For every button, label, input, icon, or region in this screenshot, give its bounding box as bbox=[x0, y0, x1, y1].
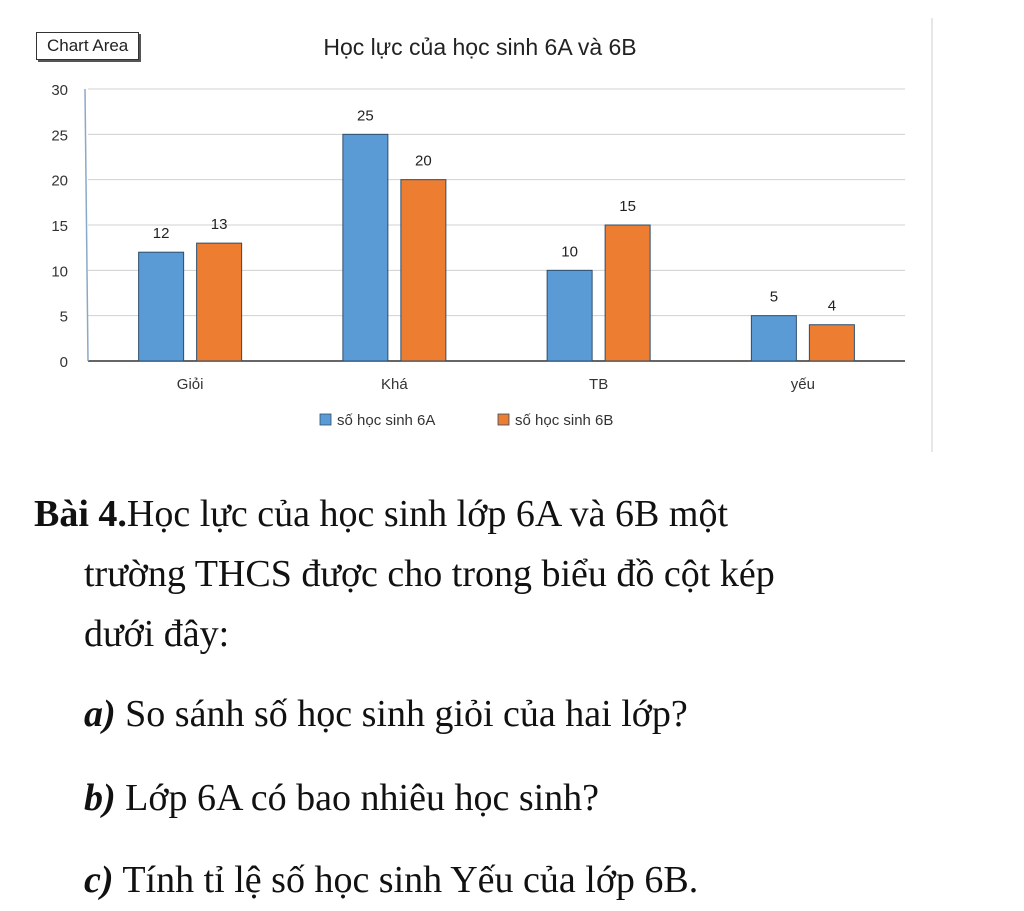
question-b bbox=[84, 776, 599, 820]
question-b-mark: b) bbox=[84, 777, 116, 819]
exercise-intro-line3: dưới đây: bbox=[84, 613, 230, 655]
question-a bbox=[84, 692, 688, 736]
data-label: 4 bbox=[827, 297, 837, 315]
question-a-text: So sánh số học sinh giỏi của hai lớp? bbox=[115, 693, 688, 735]
chart-area-tooltip: Chart Area bbox=[36, 32, 139, 60]
data-label: 13 bbox=[210, 216, 228, 234]
legend-label: số học sinh 6B bbox=[515, 412, 614, 429]
data-label: 25 bbox=[357, 107, 374, 125]
x-tick-label: TB bbox=[589, 376, 609, 393]
data-labels bbox=[153, 107, 836, 314]
bars bbox=[139, 134, 855, 361]
y-tick-label: 30 bbox=[51, 82, 68, 99]
data-label: 20 bbox=[415, 152, 432, 170]
legend-swatch bbox=[320, 414, 331, 425]
x-tick-label: yếu bbox=[790, 376, 815, 393]
legend-swatch bbox=[498, 414, 509, 425]
data-label: 10 bbox=[561, 243, 578, 261]
bar bbox=[751, 316, 796, 361]
data-label: 15 bbox=[619, 198, 636, 215]
legend-label: số học sinh 6A bbox=[337, 412, 436, 429]
y-axis-line bbox=[85, 89, 88, 361]
bar bbox=[547, 270, 592, 361]
data-label: 5 bbox=[769, 288, 779, 306]
bar bbox=[197, 243, 242, 361]
bar bbox=[605, 225, 650, 361]
y-tick-label: 20 bbox=[51, 172, 68, 190]
exercise-intro: Học lực của học sinh lớp 6A và 6B một bbox=[126, 493, 729, 535]
y-tick-label: 0 bbox=[59, 354, 68, 371]
exercise-intro-line1 bbox=[34, 492, 728, 536]
x-tick-label: Giỏi bbox=[176, 376, 204, 393]
bar bbox=[139, 252, 184, 361]
bar bbox=[343, 134, 388, 361]
bar bbox=[809, 325, 854, 361]
y-tick-label: 5 bbox=[59, 308, 68, 326]
data-label: 12 bbox=[152, 225, 170, 243]
legend bbox=[320, 412, 613, 429]
question-a-mark: a) bbox=[84, 693, 116, 735]
question-c-text: Tính tỉ lệ số học sinh Yếu của lớp 6B. bbox=[113, 859, 699, 901]
question-c bbox=[84, 858, 698, 902]
y-tick-label: 25 bbox=[51, 127, 68, 145]
y-tick-label: 15 bbox=[51, 218, 68, 235]
exercise-intro-line2: trường THCS được cho trong biểu đồ cột kép bbox=[84, 553, 775, 595]
x-tick-label: Khá bbox=[381, 376, 408, 393]
y-tick-label: 10 bbox=[51, 263, 68, 281]
question-c-mark: c) bbox=[84, 859, 114, 901]
chart-title: Học lực của học sinh 6A và 6B bbox=[323, 34, 637, 60]
bar bbox=[401, 180, 446, 361]
question-b-text: Lớp 6A có bao nhiêu học sinh? bbox=[115, 777, 600, 819]
exercise-heading: Bài 4. bbox=[34, 493, 127, 535]
